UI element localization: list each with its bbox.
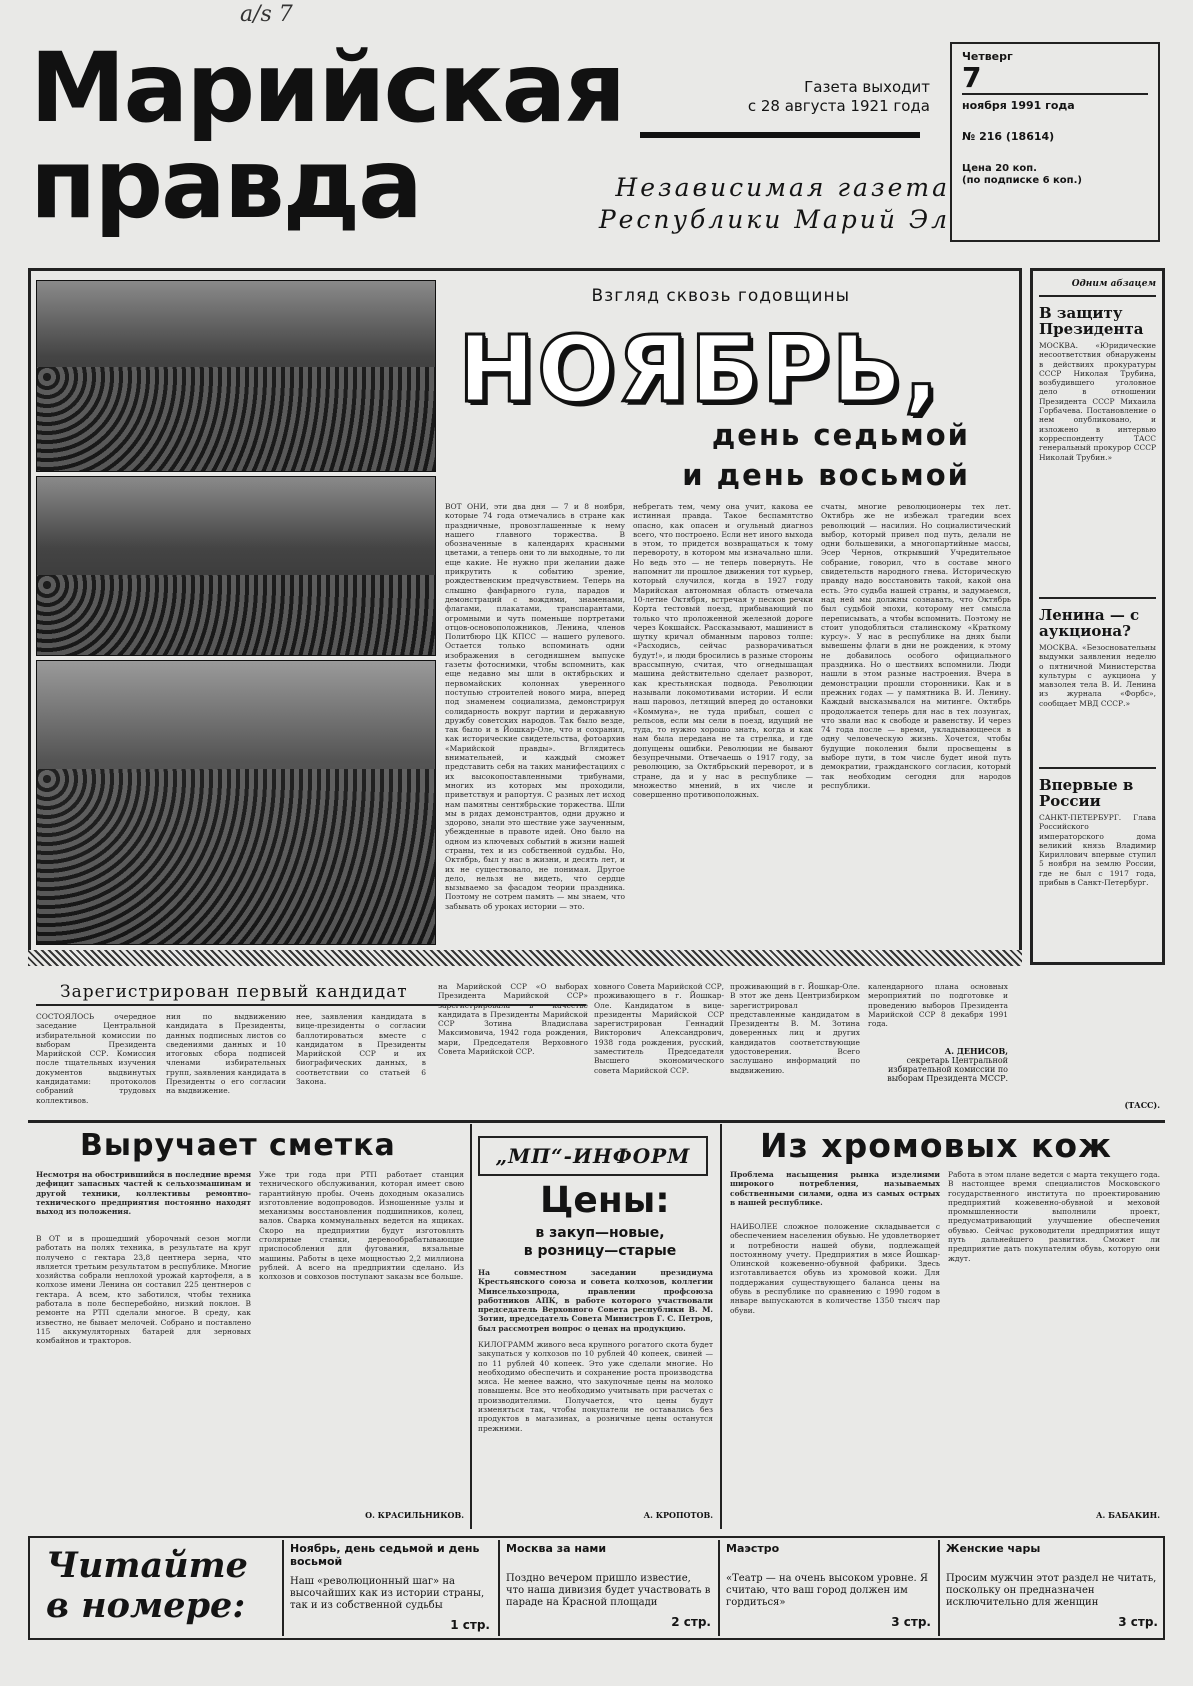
candidate-col-7: календарного плана основных мероприятий по подготовке и проведению выборов Президента Марийской ССР 8 декабря 1991 года. [868,982,1008,1029]
inform-subhead-line1: в закуп—новые, [535,1225,665,1241]
masthead-tagline [550,172,950,236]
sidebar-rule [1039,597,1156,599]
lead-subhead-line1: день седьмой [711,418,970,452]
teaser-item[interactable] [726,1542,931,1636]
lead-subhead-line2: и день восьмой [682,458,970,492]
teaser-title: Ноябрь, день седьмой и день восьмой [290,1542,480,1568]
teaser-title: Женские чары [946,1542,1041,1555]
candidate-col-3: нее, заявления кандидата в вице-президенты о согласии баллотироваться вместе с кандидатом в Президенты Марийской ССР и их биографических данных, в соответствии со статьей 6 Закона. [296,1012,426,1087]
inform-title: Цены: [540,1180,670,1221]
inform-body: КИЛОГРАММ живого веса крупного рогатого скота будет закупаться у колхозов по 10 рублей 40 копеек, свиней — по 11 рублей 40 копеек. Это уже сделали многие. Но необходимо обеспечить и сохранение роста производства мяса. Не менее важно, что закупочные цены на молоко повышены. Все это необходимо учитывать при расчетах с производителями. Получается, что цены будут изменяться так, чтобы покупатели не оставались без продуктов в магазинах, а розничные цены останутся прежними. [478,1340,713,1433]
leather-signature: А. БАБАКИН. [1096,1510,1160,1520]
lead-headline: НОЯБРЬ, [458,316,941,423]
masthead-title-line1: Марийская [30,32,625,144]
masthead-rule [640,132,920,138]
teaser-page: 3 стр. [891,1615,931,1629]
inform-signature: А. КРОПОТОВ. [643,1510,713,1520]
issue-date-box [950,42,1160,242]
photo-demonstration-portraits [36,280,436,472]
tagline-line1: Независимая газета [615,173,950,202]
sidebar-source: (ТАСС). [1124,1100,1160,1110]
teaser-page: 2 стр. [671,1615,711,1629]
lead-column-1: ВОТ ОНИ, эти два дня — 7 и 8 ноября, которые 74 года отмечались в стране как праздничные, провозглашенные к нему нашего главного торжества. В обозначенные в календарях красными цветами, а теперь они то ли выходные, то ли еще какие. Не нужно при желании даже прикрутить к событию зрение, рождественским предчувствием. Теперь на слышно фанфарного гула, парадов и демонстраций с вождями, знаменами, флагами, плакатами, транспарантами, огромными и чуть поменьше портретами отцов-основоположников, Ленина, членов Политбюро ЦК КПСС — нашего рулевого. Остается только вспоминать одни изображения в сегодняшнем выпуске газеты фотоснимки, чтобы вспомнить, как еще недавно мы шли в октябрьских и первомайских колоннах уверенного поступью строителей нового мира, вперед под знаменем социализма, демонстрируя солидарность вокруг партии и державную дружбу советских народов. Так было везде, так было и в Йошкар-Оле, что и сохранил, как исторические свидетельства, фотоархив «Марийской правды». Вглядитесь внимательней, и каждый сможет представить себя на таких манифестациях с их высокопоставленными трибунами, многих из которых мы проходили, приветствуя и рапортуя. С разных лет исход нам памятны сентябрьские торжества. Шли мы в рядах демонстрантов, одни дружно и здорово, знали это шествие уже заученным, убежденные в правоте идей. Оно было на одном из ключевых событий в жизни нашей страны, тех и из собственной судьбы. Но, Октябрь, был у нас в жизни, и десять лет, и их не существовало, не понимая. Другое дело, нельзя не видеть, что сердце вызываемо за фасадом теории праздника. Поэтому не сотрем память — мы знаем, что забывать об уроках истории — это. [445,502,625,911]
issue-month-year: ноября 1991 года [962,93,1148,112]
inform-subhead-line2: в розницу—старые [523,1243,677,1259]
candidate-signature-name: А. ДЕНИСОВ, [944,1046,1008,1056]
issue-subscription-text: (по подписке 6 коп.) [962,175,1082,186]
sidebar-news [1030,268,1165,965]
since-line1: Газета выходит [804,78,930,96]
leather-col-2: Работа в этом плане ведется с марта текущего года. В настоящее время специалистов Московского государственного института по проектированию предприятий кожевенно-обувной и меховой промышленности выполнили проект, предусматривающий улучшение обеспечения обувью. Сейчас руководители предприятия ищут путь дальнейшего развития. Сможет ли предприятие дать покупателям обувь, которую они ждут. [948,1170,1160,1263]
sidebar-label: Одним абзацем [1071,279,1156,289]
since-line2: с 28 августа 1921 года [747,97,930,115]
sidebar-text-1: МОСКВА. «Юридические несоответствия обнаружены в действиях прокуратуры СССР Николая Трубина, возбудившего уголовное дело в отношении Президента СССР Михаила Горбачева. Постановление о нем опубликовано, и изложено в интервью корреспонденту ТАСС генеральный прокурор СССР Николай Трубин.» [1039,341,1156,462]
sidebar-rule [1039,295,1156,297]
teaser-page: 3 стр. [1118,1615,1158,1629]
smetka-col-1: В ОТ и в прошедший уборочный сезон могли работать на полях техника, в результате на круг получено с гектара 23,8 центнера зерна, что является третьим результатом в республике. Многие хозяйства собрали неплохой урожай картофеля, а в колхозе имени Ленина он составил 225 центнеров с гектара. А всем, кто заботился, чтобы техника работала в поле бесперебойно, низкий поклон. В ремонте на РТП сделали многое. В среду, как известно, не бывает мелочей. Собрано и поставлено 115 аккумуляторных батарей для зерновых комбайнов и тракторов. [36,1234,251,1346]
issue-number: № 216 (18614) [962,130,1055,143]
leather-title: Из хромовых кож [760,1126,1112,1165]
teaser-page: 1 стр. [450,1618,490,1632]
lead-hatch-border [28,950,1022,966]
teaser-divider [282,1540,284,1636]
photo-flags-parade [36,660,436,945]
column-divider [720,1124,722,1529]
lead-column-3: счаты, многие революционеры тех лет. Октябрь же не избежал трагедии всех революций — насилия. Но социалистический выбор, который привел под путь, делали не одни большевики, а многопартийные массы, Эсер Чернов, открывший Учредительное собрание, говорил, что в составе много свидетельств народного гнева. Историческую правду надо восстановить такой, какой она есть. Это судьба нашей страны, и задумаемся, над ней мы должны сознавать, что Октябрь был судьбой эпохи, которому нет смысла переписывать, а чтобы вспомнить. Поэтому не стоит уподобляться сталинскому «Краткому курсу». У нас в республике на днях были вывешены флаги в дни не рождения, к этому не добавилось особого официального праздника. Но о шествиях вспомнили. Люди нашли в этом разные настроения. Вчера в демонстрации прошли сторонники. Как и в прежних годах — у памятника В. И. Ленину. Каждый высказывался на митинге. Октябрь продолжается теперь для нас в тех лозунгах, что звали нас к свободе и равенству. И через 74 года после — время, укладывающееся в одну человеческую жизнь. Хочется, чтобы будущие поколения были просвещены в выборе пути, в том числе будет иной путь демократии, гражданского согласия, который так необходим сегодня для народов республики. [821,502,1011,790]
sidebar-headline-1: В защиту Президента [1039,304,1144,338]
teaser-text: «Театр — на очень высоком уровне. Я считаю, что ваш город должен им гордиться» [726,1573,928,1608]
leather-lead: Проблема насыщения рынка изделиями широкого потребления, называемых собственными силами, одна из самых острых в нашей республике. [730,1170,940,1207]
photo-tribune [36,476,436,656]
lead-subhead [540,415,970,495]
teaser-text: Просим мужчин этот раздел не читать, поскольку он предназначен исключительно для женщин [946,1573,1157,1608]
smetka-lead: Несмотря на обострившийся в последние время дефицит запасных частей к сельхозмашинам и другой техники, коллективы ремонтно-технического предприятия постоянно находят выход из положения. [36,1170,251,1217]
candidate-col-5: ховного Совета Марийской ССР, проживающего в г. Йошкар-Оле. Кандидатом в вице-президенты Марийской ССР зарегистрирован Геннадий Викторович Александрович, 1938 года рождения, русский, заместитель Председателя Высшего экономического совета Марийской ССР. [594,982,724,1075]
smetka-col-2: Уже три года при РТП работает станция технического обслуживания, которая имеет свою гарантийную пробы. Очень доходным оказались изготовление водопроводов. Изношенные узлы и механизмы восстановления подшипников, колец, валов. Сварка коммунальных ведется на ящиках. Скоро на предприятии будут изготовлять столярные станки, деревообрабатывающие приспособления для фугования, вязальные машины. Работы в цехе мощностью 2,2 миллиона рублей. А всего на предприятии сделано. Из колхозов и совхозов поступают заказы все больше. [259,1170,464,1282]
teaser-text: Наш «революционный шаг» на высочайших как из истории страны, так и из собственной судьбы [290,1576,485,1611]
teasers-read-line1: Читайте [46,1545,248,1586]
candidate-col-4: на Марийской ССР «О выборах Президента Марийской ССР» зарегистрировала в качестве кандидата в Президенты Марийской ССР Зотина Владислава Максимовича, 1942 года рождения, мари, Председателя Верховного Совета Марийской ССР. [438,982,588,1057]
candidate-title: Зарегистрирован первый кандидат [60,982,408,1002]
candidate-col-6: проживающий в г. Йошкар-Оле. В этот же день Центризбирком зарегистрировал представленные кандидатом в Президенты В. М. Зотина доверенных лиц и других кандидатов соответствующие удостоверения. Всего заслушано информаций по выдвижению. [730,982,860,1075]
lead-column-2: небрегать тем, чему она учит, какова ее истинная правда. Такое беспамятство опасно, как опасен и огульный диагноз всего, что построено. Если нет иного выхода в этом, то придется возвращаться к тому перевороту, в котором мы изначально шли. Но ведь это — не теперь повернуть. Не напомнит ли прошлое движения тот курьер, который случился, когда в 1927 году Марийская автономная область отмечала 10-летие Октября, встречая у песков речки Корта тестовый поезд, прибывающий по только что проложенной железной дороге через Кокшайск. Рассказывают, машинист в шутку кричал обманным паровоз толпе: «Расходись, сейчас разворачиваться будут!», и люди бросились в разные стороны врассыпную, считая, что огнедышащая машина действительно сделает разворот, как крестьянская подвода. Революции называли локомотивами истории. И если наш паровоз, летящий вперед до остановки «Коммуна», не туда прибыл, сошел с рельсов, если мы сели в поезд, идущий не туда, то нужно хорошо знать, когда и как нам была передана не та стрелка, и где допущены ошибки. Революции не бывают безупречными. Отвечаешь о 1917 году, за революцию, за Октябрьский переворот, и в стране, да и у нас в республике — множество мнений, в их числе и совершенно противоположных. [633,502,813,800]
masthead-since [725,78,930,116]
teasers-read-line2: в номере: [46,1585,246,1626]
sidebar-rule [1039,767,1156,769]
teaser-divider [498,1540,500,1636]
issue-day: 7 [962,61,982,94]
inform-badge-text: „МП“-ИНФОРМ [495,1144,691,1168]
teaser-item[interactable] [506,1542,711,1636]
lead-kicker: Взгляд сквозь годовщины [591,286,850,306]
teaser-item[interactable] [290,1542,490,1636]
teaser-title: Москва за нами [506,1542,607,1555]
handwritten-note: a/s 7 [240,2,293,27]
sidebar-headline-2: Ленина — с аукциона? [1039,606,1140,640]
inform-subhead [500,1224,700,1260]
column-divider [470,1124,472,1529]
teaser-divider [938,1540,940,1636]
candidate-signature-title: секретарь Центральной избирательной комиссии по выборам Президента МССР. [887,1056,1008,1083]
teaser-item[interactable] [946,1542,1158,1636]
sidebar-headline-3: Впервые в России [1039,776,1134,810]
inform-lead: На совместном заседании президиума Крестьянского союза и совета колхозов, коллегии Минсельхозпрода, правлении профсоюза работников АПК, в работе которого участвовали председатель Верховного Совета республики В. М. Зотин, председатель Совета Министров Г. С. Петров, был рассмотрен вопрос о ценах на продукцию. [478,1268,713,1333]
issue-price-text: Цена 20 коп. [962,163,1037,174]
smetka-signature: О. КРАСИЛЬНИКОВ. [365,1510,464,1520]
teaser-text: Поздно вечером пришло известие, что наша дивизия будет участвовать в параде на Красной площади [506,1573,711,1608]
issue-weekday: Четверг [962,50,1013,63]
candidate-signature [868,1046,1008,1083]
leather-col-1: НАИБОЛЕЕ сложное положение складывается с обеспечением населения обувью. Не удовлетворяет и потребности нашей обуви, подлежащей постоянному учету. Предприятия в мясе Йошкар-Олинской кожевенно-обувной фабрики. Здесь изготавливается обувь из хромовой кожи. Для поддержания существующего баланса цены на обувь в республике по сравнению с 1990 годом в январе выпускаются в количестве 1350 тысяч пар обуви. [730,1222,940,1315]
teaser-title: Маэстро [726,1542,780,1555]
masthead-title [30,32,625,240]
issue-price [962,163,1148,187]
teaser-divider [718,1540,720,1636]
sidebar-text-2: МОСКВА. «Безосновательны выдумки заявления неделю о пятничной Министерства культуры с аукциона у мавзолея тела В. И. Ленина из журнала «Форбс», сообщает МВД СССР.» [1039,643,1156,708]
teasers-read-in-issue [46,1546,276,1626]
candidate-col-2: ния по выдвижению кандидата в Президенты, данных подписных листов со сведениями данных и 10 итоговых сбора подписей членами избирательных групп, заявления кандидата в Президенты о его согласии на выдвижение. [166,1012,286,1096]
candidate-col-1: СОСТОЯЛОСЬ очередное заседание Центральной избирательной комиссии по выборам Президента Марийской ССР. Комиссия после тщательных изучения документов выдвинутых кандидатами: протоколов собраний трудовых коллективов. [36,1012,156,1105]
tagline-line2: Республики Марий Эл [598,205,950,234]
sidebar-text-3: САНКТ-ПЕТЕРБУРГ. Глава Российского императорского дома великий князь Владимир Кириллович впервые ступил 5 ноября на землю России, где не был с 1917 года, прибыв в Санкт-Петербург. [1039,813,1156,888]
masthead-title-line2: правда [30,128,421,240]
smetka-title: Выручает сметка [80,1128,396,1163]
section-divider [28,1120,1165,1123]
